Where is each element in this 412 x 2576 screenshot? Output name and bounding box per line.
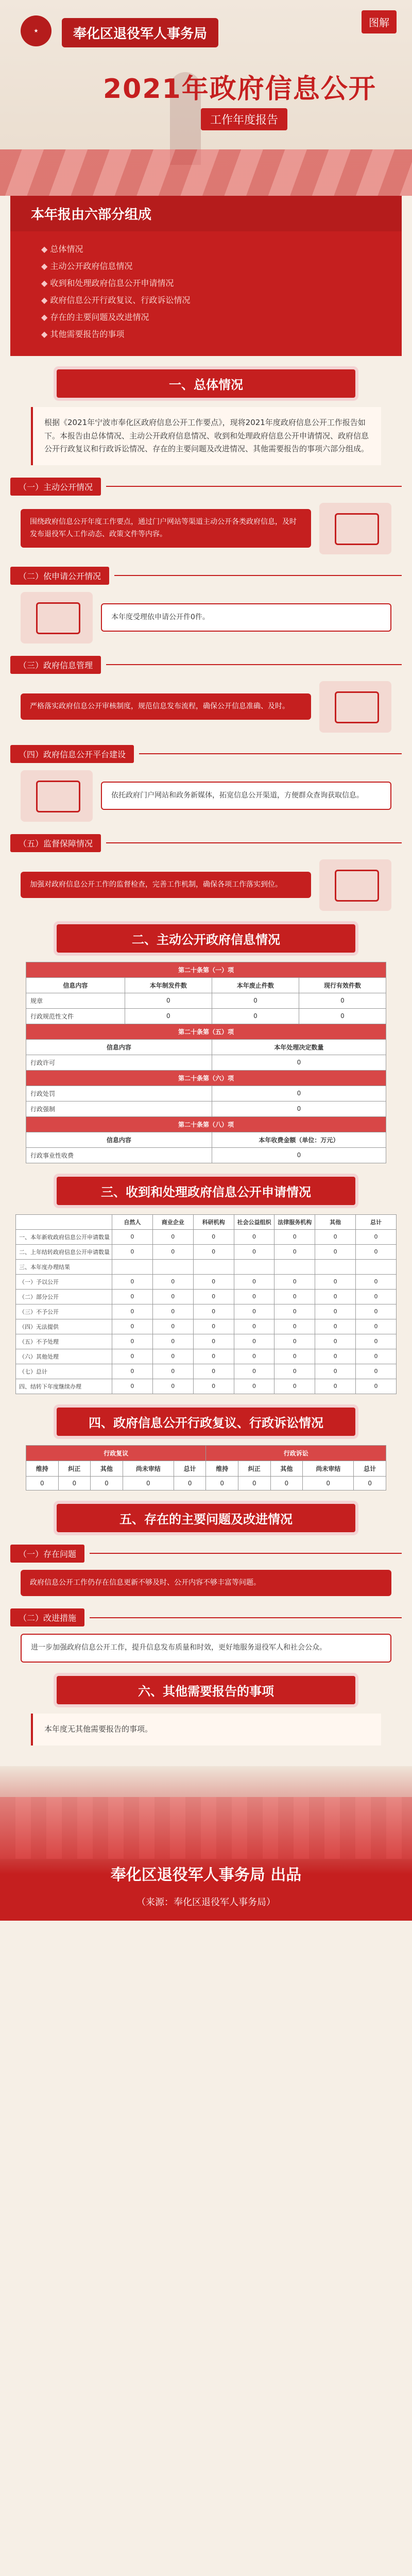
table-cell: 0 <box>356 1229 397 1244</box>
table-row <box>26 1008 386 1024</box>
table-cell: 0 <box>212 1008 299 1024</box>
table-header: 尚未审结 <box>303 1461 354 1476</box>
contents-item: ◆ 主动公开政府信息情况 <box>41 260 371 272</box>
table-cell: 0 <box>315 1229 356 1244</box>
sub-heading <box>10 567 402 585</box>
table-cell: 行政处罚 <box>26 1086 212 1101</box>
table-cell: 四、结转下年度继续办理 <box>16 1379 112 1394</box>
table-cell: 0 <box>152 1289 193 1304</box>
table-cell: 0 <box>212 1086 386 1101</box>
table-cell: 0 <box>356 1334 397 1349</box>
info-card: 加强对政府信息公开工作的监督检查，完善工作机制，确保各项工作落实到位。 <box>21 872 311 899</box>
table-cell: 0 <box>234 1244 274 1259</box>
sub-heading <box>10 1545 402 1563</box>
table-row <box>26 993 386 1008</box>
info-card: 进一步加强政府信息公开工作，提升信息发布质量和时效，更好地服务退役军人和社会公众。 <box>21 1634 391 1663</box>
table-header: 信息内容 <box>26 977 125 993</box>
table-cell: 0 <box>234 1274 274 1289</box>
table-row <box>16 1274 397 1289</box>
contents-item: ◆ 其他需要报告的事项 <box>41 328 371 340</box>
divider <box>106 842 402 843</box>
table-row <box>26 1055 386 1070</box>
table-header-corner <box>16 1214 112 1229</box>
table-cell: 0 <box>315 1319 356 1334</box>
card-row <box>21 770 391 822</box>
table-cell: 0 <box>152 1274 193 1289</box>
table-cell: 0 <box>152 1349 193 1364</box>
table-group-header: 第二十条第（一）项 <box>26 962 386 977</box>
section-title: 五、存在的主要问题及改进情况 <box>57 1504 355 1532</box>
table-header: 自然人 <box>112 1214 153 1229</box>
table-header: 商业企业 <box>152 1214 193 1229</box>
table-cell: （六）其他处理 <box>16 1349 112 1364</box>
contents-item: ◆ 收到和处理政府信息公开申请情况 <box>41 277 371 289</box>
card-row <box>21 859 391 911</box>
flag-ribbon <box>0 149 412 196</box>
contents-item: ◆ 存在的主要问题及改进情况 <box>41 311 371 323</box>
table-header: 纠正 <box>238 1461 271 1476</box>
footer-source: （来源：奉化区退役军人事务局） <box>136 1896 276 1908</box>
table-header: 本年处理决定数量 <box>212 1039 386 1055</box>
table-cell: 0 <box>315 1244 356 1259</box>
table-row <box>16 1349 397 1364</box>
divider <box>114 575 402 576</box>
table-cell: 0 <box>152 1319 193 1334</box>
section-title: 三、收到和处理政府信息公开申请情况 <box>57 1177 355 1205</box>
table-cell: 0 <box>234 1334 274 1349</box>
table-group-header: 第二十条第（六）项 <box>26 1070 386 1086</box>
info-card: 依托政府门户网站和政务新媒体，拓宽信息公开渠道，方便群众查询获取信息。 <box>101 782 391 810</box>
table-cell: 0 <box>234 1229 274 1244</box>
table-cell: 0 <box>193 1229 234 1244</box>
table-cell: 0 <box>274 1349 315 1364</box>
table-group-header: 行政诉讼 <box>206 1445 386 1461</box>
divider <box>90 1553 402 1554</box>
table-cell: 二、上年结转政府信息公开申请数量 <box>16 1244 112 1259</box>
sub-heading-label: （四）政府信息公开平台建设 <box>10 745 134 763</box>
table-cell: 0 <box>152 1364 193 1379</box>
table-header: 法律服务机构 <box>274 1214 315 1229</box>
table-cell <box>234 1259 274 1274</box>
table-cell: 0 <box>193 1334 234 1349</box>
divider <box>106 486 402 487</box>
table-cell: 0 <box>112 1274 153 1289</box>
table-header: 科研机构 <box>193 1214 234 1229</box>
sub-heading-label: （三）政府信息管理 <box>10 656 101 674</box>
card-row <box>21 1570 391 1597</box>
table-header: 维持 <box>206 1461 238 1476</box>
table-cell: 0 <box>274 1229 315 1244</box>
table-cell: 0 <box>193 1319 234 1334</box>
table-row <box>26 1086 386 1101</box>
section-title: 二、主动公开政府信息情况 <box>57 924 355 953</box>
footer <box>0 1766 412 1921</box>
table-cell: 0 <box>303 1476 354 1490</box>
hero-banner <box>0 0 412 196</box>
table-cell: 0 <box>174 1476 206 1490</box>
table-cell: 0 <box>112 1334 153 1349</box>
table-header: 总计 <box>356 1214 397 1229</box>
application-table <box>15 1214 397 1394</box>
table-cell: 0 <box>112 1304 153 1319</box>
table-header: 其他 <box>315 1214 356 1229</box>
table-cell: 0 <box>152 1304 193 1319</box>
table-cell: 0 <box>112 1229 153 1244</box>
table-cell: 0 <box>356 1364 397 1379</box>
divider <box>90 1617 402 1618</box>
table-row <box>26 1101 386 1116</box>
footer-credit: 奉化区退役军人事务局 出品 <box>110 1866 302 1884</box>
table-group-header: 第二十条第（八）项 <box>26 1116 386 1132</box>
table-cell: 0 <box>212 1147 386 1163</box>
table-cell <box>356 1259 397 1274</box>
card-row <box>21 503 391 554</box>
table-cell: 0 <box>234 1349 274 1364</box>
table-row <box>16 1364 397 1379</box>
section-title: 六、其他需要报告的事项 <box>57 1676 355 1704</box>
table-cell: 0 <box>234 1379 274 1394</box>
table-cell: 一、本年新收政府信息公开申请数量 <box>16 1229 112 1244</box>
sub-heading-label: （五）监督保障情况 <box>10 834 101 852</box>
contents-item: ◆ 总体情况 <box>41 243 371 255</box>
table-cell: 0 <box>112 1379 153 1394</box>
table-cell: 0 <box>58 1476 91 1490</box>
sub-heading <box>10 1608 402 1626</box>
table-cell: 0 <box>238 1476 271 1490</box>
table-header: 维持 <box>26 1461 59 1476</box>
table-header: 其他 <box>270 1461 303 1476</box>
table-cell: 0 <box>125 1008 212 1024</box>
table-cell: 0 <box>315 1304 356 1319</box>
table-cell: 0 <box>315 1334 356 1349</box>
table-cell: 0 <box>274 1334 315 1349</box>
table-cell: 0 <box>234 1364 274 1379</box>
table-cell: 0 <box>123 1476 174 1490</box>
table-cell: 0 <box>152 1379 193 1394</box>
table-cell: 0 <box>193 1379 234 1394</box>
table-header: 尚未审结 <box>123 1461 174 1476</box>
table-cell: 0 <box>234 1319 274 1334</box>
review-litigation-table <box>26 1445 386 1490</box>
sub-heading <box>10 478 402 496</box>
table-header: 本年收费金额（单位：万元） <box>212 1132 386 1147</box>
table-cell: 0 <box>274 1304 315 1319</box>
table-cell: （七）总计 <box>16 1364 112 1379</box>
table-cell: 0 <box>125 993 212 1008</box>
table-cell: 0 <box>315 1364 356 1379</box>
table-cell: 0 <box>193 1274 234 1289</box>
table-row <box>26 1147 386 1163</box>
table-cell <box>315 1259 356 1274</box>
table-row <box>16 1334 397 1349</box>
card-row <box>21 681 391 733</box>
table-cell: 三、本年度办理结果 <box>16 1259 112 1274</box>
table-cell: 0 <box>274 1244 315 1259</box>
table-header: 信息内容 <box>26 1039 212 1055</box>
table-cell: 0 <box>212 1055 386 1070</box>
sub-heading-label: （二）依申请公开情况 <box>10 567 109 585</box>
table-cell: 0 <box>274 1289 315 1304</box>
table-cell: 规章 <box>26 993 125 1008</box>
table-cell: （三）不予公开 <box>16 1304 112 1319</box>
table-cell: 0 <box>112 1364 153 1379</box>
table-cell: 0 <box>354 1476 386 1490</box>
table-cell: 0 <box>274 1274 315 1289</box>
table-header: 其他 <box>91 1461 123 1476</box>
table-cell: 0 <box>152 1334 193 1349</box>
computer-illustration-icon <box>319 503 391 554</box>
table-row <box>26 1476 386 1490</box>
emblem-icon: ★ <box>21 15 52 46</box>
table-row <box>16 1319 397 1334</box>
contents-banner: 本年报由六部分组成 <box>10 196 402 231</box>
table-header: 纠正 <box>58 1461 91 1476</box>
table-cell: 0 <box>234 1289 274 1304</box>
sub-heading-label: （一）主动公开情况 <box>10 478 101 496</box>
table-cell: 0 <box>112 1319 153 1334</box>
divider <box>139 753 402 754</box>
table-cell: 行政事业性收费 <box>26 1147 212 1163</box>
table-cell <box>112 1259 153 1274</box>
info-card: 严格落实政府信息公开审核制度，规范信息发布流程，确保公开信息准确、及时。 <box>21 693 311 720</box>
table-cell: 0 <box>193 1289 234 1304</box>
table-cell: 行政强制 <box>26 1101 212 1116</box>
table-cell <box>193 1259 234 1274</box>
table-header: 本年制发件数 <box>125 977 212 993</box>
info-card: 围绕政府信息公开年度工作要点，通过门户网站等渠道主动公开各类政府信息，及时发布退役军人工作动态、政策文件等内容。 <box>21 509 311 548</box>
table-cell: 0 <box>356 1349 397 1364</box>
table-cell <box>152 1259 193 1274</box>
table-cell: 0 <box>356 1379 397 1394</box>
table-row <box>16 1379 397 1394</box>
table-cell: 0 <box>112 1244 153 1259</box>
table-header: 总计 <box>174 1461 206 1476</box>
report-subtitle: 工作年度报告 <box>201 108 287 130</box>
table-cell <box>274 1259 315 1274</box>
table-row <box>16 1304 397 1319</box>
contents-item: ◆ 政府信息公开行政复议、行政诉讼情况 <box>41 294 371 306</box>
table-cell: 0 <box>212 1101 386 1116</box>
table-cell: （四）无法提供 <box>16 1319 112 1334</box>
table-cell: 0 <box>356 1274 397 1289</box>
application-table-body <box>16 1229 397 1394</box>
sub-heading-label: （二）改进措施 <box>10 1608 84 1626</box>
sub-heading <box>10 656 402 674</box>
contents-list <box>10 231 402 356</box>
skyline-illustration-icon <box>0 1797 412 1859</box>
management-illustration-icon <box>319 681 391 733</box>
table-cell: 0 <box>193 1304 234 1319</box>
table-cell: 0 <box>212 993 299 1008</box>
table-cell: （一）予以公开 <box>16 1274 112 1289</box>
table-cell: 0 <box>26 1476 59 1490</box>
table-cell: 0 <box>206 1476 238 1490</box>
card-row <box>21 1634 391 1663</box>
table-cell: （五）不予处理 <box>16 1334 112 1349</box>
table-cell: （二）部分公开 <box>16 1289 112 1304</box>
infographic-tag: 图解 <box>362 10 397 33</box>
section-title: 一、总体情况 <box>57 369 355 398</box>
table-cell: 0 <box>112 1289 153 1304</box>
section-intro: 根据《2021年宁波市奉化区政府信息公开工作要点》，现将2021年度政府信息公开工作报告如下。本报告由总体情况、主动公开政府信息情况、收到和处理政府信息公开申请情况、政府信息公开行政复议和行政诉讼情况、存在的主要问题及改进情况、其他需要报告的事项六部分组成。 <box>31 407 381 465</box>
table-cell: 0 <box>270 1476 303 1490</box>
table-cell: 0 <box>193 1364 234 1379</box>
table-header: 本年废止件数 <box>212 977 299 993</box>
table-group-header: 行政复议 <box>26 1445 206 1461</box>
sub-heading <box>10 745 402 763</box>
section-title: 四、政府信息公开行政复议、行政诉讼情况 <box>57 1408 355 1436</box>
table-cell: 0 <box>356 1319 397 1334</box>
table-cell: 0 <box>299 1008 386 1024</box>
info-card: 本年度受理依申请公开件0件。 <box>101 603 391 632</box>
table-cell: 0 <box>274 1319 315 1334</box>
sub-heading-label: （一）存在问题 <box>10 1545 84 1563</box>
proactive-disclosure-table <box>26 962 386 1163</box>
table-cell: 0 <box>152 1244 193 1259</box>
table-cell: 0 <box>91 1476 123 1490</box>
newspaper-illustration-icon <box>21 770 93 822</box>
table-cell: 0 <box>315 1349 356 1364</box>
table-row <box>16 1259 397 1274</box>
table-header: 总计 <box>354 1461 386 1476</box>
org-name: 奉化区退役军人事务局 <box>62 18 218 47</box>
table-cell: 0 <box>193 1349 234 1364</box>
table-header: 现行有效件数 <box>299 977 386 993</box>
divider <box>106 664 402 665</box>
table-row <box>16 1229 397 1244</box>
table-cell: 0 <box>234 1304 274 1319</box>
table-cell: 0 <box>315 1274 356 1289</box>
great-wall-illustration-icon <box>319 859 391 911</box>
table-cell: 0 <box>299 993 386 1008</box>
table-cell: 0 <box>315 1289 356 1304</box>
table-cell: 0 <box>356 1244 397 1259</box>
table-cell: 0 <box>356 1304 397 1319</box>
table-group-header: 第二十条第（五）项 <box>26 1024 386 1039</box>
table-cell: 0 <box>356 1289 397 1304</box>
card-row <box>21 592 391 643</box>
table-cell: 行政许可 <box>26 1055 212 1070</box>
request-illustration-icon <box>21 592 93 643</box>
table-cell: 0 <box>315 1379 356 1394</box>
sub-heading <box>10 834 402 852</box>
section-text: 本年度无其他需要报告的事项。 <box>31 1714 381 1745</box>
table-header: 社会公益组织 <box>234 1214 274 1229</box>
table-cell: 0 <box>274 1364 315 1379</box>
table-row <box>16 1244 397 1259</box>
table-cell: 0 <box>152 1229 193 1244</box>
info-card: 政府信息公开工作仍存在信息更新不够及时、公开内容不够丰富等问题。 <box>21 1570 391 1597</box>
table-row <box>16 1289 397 1304</box>
table-header: 信息内容 <box>26 1132 212 1147</box>
table-cell: 0 <box>274 1379 315 1394</box>
report-title: 2021年政府信息公开 <box>103 74 376 105</box>
table-cell: 0 <box>112 1349 153 1364</box>
table-cell: 行政规范性文件 <box>26 1008 125 1024</box>
table-cell: 0 <box>193 1244 234 1259</box>
